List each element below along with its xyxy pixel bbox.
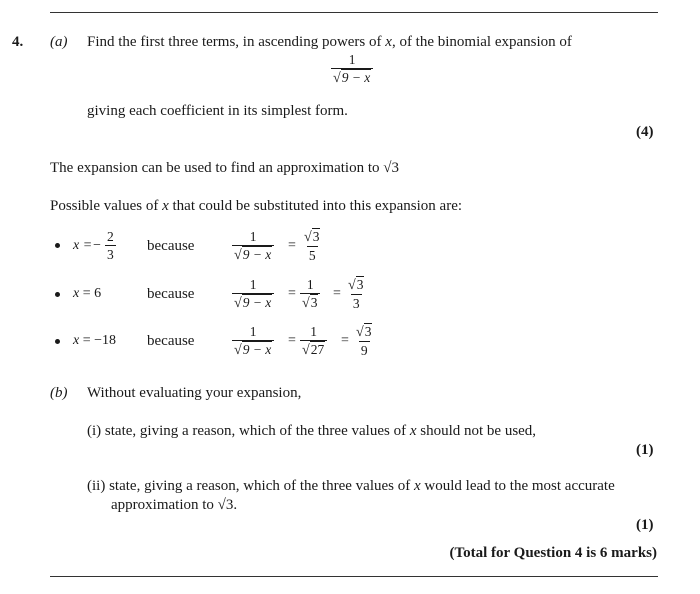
- option-3-because: because: [147, 333, 195, 349]
- part-b-i-marks: (1): [636, 442, 654, 458]
- total-marks: (Total for Question 4 is 6 marks): [449, 545, 657, 561]
- option-2-rhs: $\frac{√3}{3}$: [348, 277, 364, 311]
- part-b-i-text: (i) state, giving a reason, which of the three values of x should not be used,: [87, 423, 537, 439]
- option-1-because: because: [147, 238, 195, 254]
- option-1-x: x =−: [73, 238, 102, 253]
- binomial-fraction: $\frac{1}{√9 - x}$: [331, 52, 373, 86]
- part-b-ii-text: (ii) state, giving a reason, which of the three values of x would lead to the most accurate: [87, 478, 615, 494]
- option-1-equals: =: [288, 238, 296, 253]
- part-a-label: (a): [50, 34, 68, 50]
- option-2-lhs: $\frac{1}{√9 - x}$: [232, 277, 274, 311]
- option-2-because: because: [147, 286, 195, 302]
- part-b-ii-marks: (1): [636, 517, 654, 533]
- option-3-mid: $\frac{1}{√27}$: [300, 324, 327, 358]
- bottom-rule: [50, 576, 658, 577]
- top-rule: [50, 12, 658, 13]
- option-3-equals-1: =: [288, 333, 296, 348]
- option-2-equals-1: =: [288, 286, 296, 301]
- part-b-text: Without evaluating your expansion,: [87, 385, 302, 401]
- option-1-lhs: $\frac{1}{√9 - x}$: [232, 229, 274, 263]
- part-a-marks: (4): [636, 124, 654, 140]
- part-b-label: (b): [50, 385, 68, 401]
- option-2-x: x = 6: [73, 286, 102, 301]
- option-1-x-value: $\frac{2}{3}$: [107, 229, 114, 262]
- option-3-x: x = −18: [73, 333, 117, 348]
- option-3-equals-2: =: [341, 333, 349, 348]
- option-2-equals-2: =: [333, 286, 341, 301]
- option-2-mid: $\frac{1}{√3}$: [300, 277, 320, 311]
- bullet: [55, 339, 60, 344]
- option-3-lhs: $\frac{1}{√9 - x}$: [232, 324, 274, 358]
- question-number: 4.: [12, 34, 24, 50]
- bullet: [55, 292, 60, 297]
- option-3-rhs: $\frac{√3}{9}$: [356, 324, 372, 358]
- intro-line-1: The expansion can be used to find an approximation to √3: [50, 160, 399, 176]
- part-a-question-text: Find the first three terms, in ascending powers of x, of the binomial expansion of: [87, 34, 572, 50]
- bullet: [55, 243, 60, 248]
- part-a-note: giving each coefficient in its simplest form.: [87, 103, 348, 119]
- intro-line-2: Possible values of x that could be substituted into this expansion are:: [50, 198, 463, 214]
- option-1-rhs: $\frac{√3}{5}$: [304, 229, 320, 263]
- part-b-ii-line2: approximation to √3.: [111, 497, 238, 513]
